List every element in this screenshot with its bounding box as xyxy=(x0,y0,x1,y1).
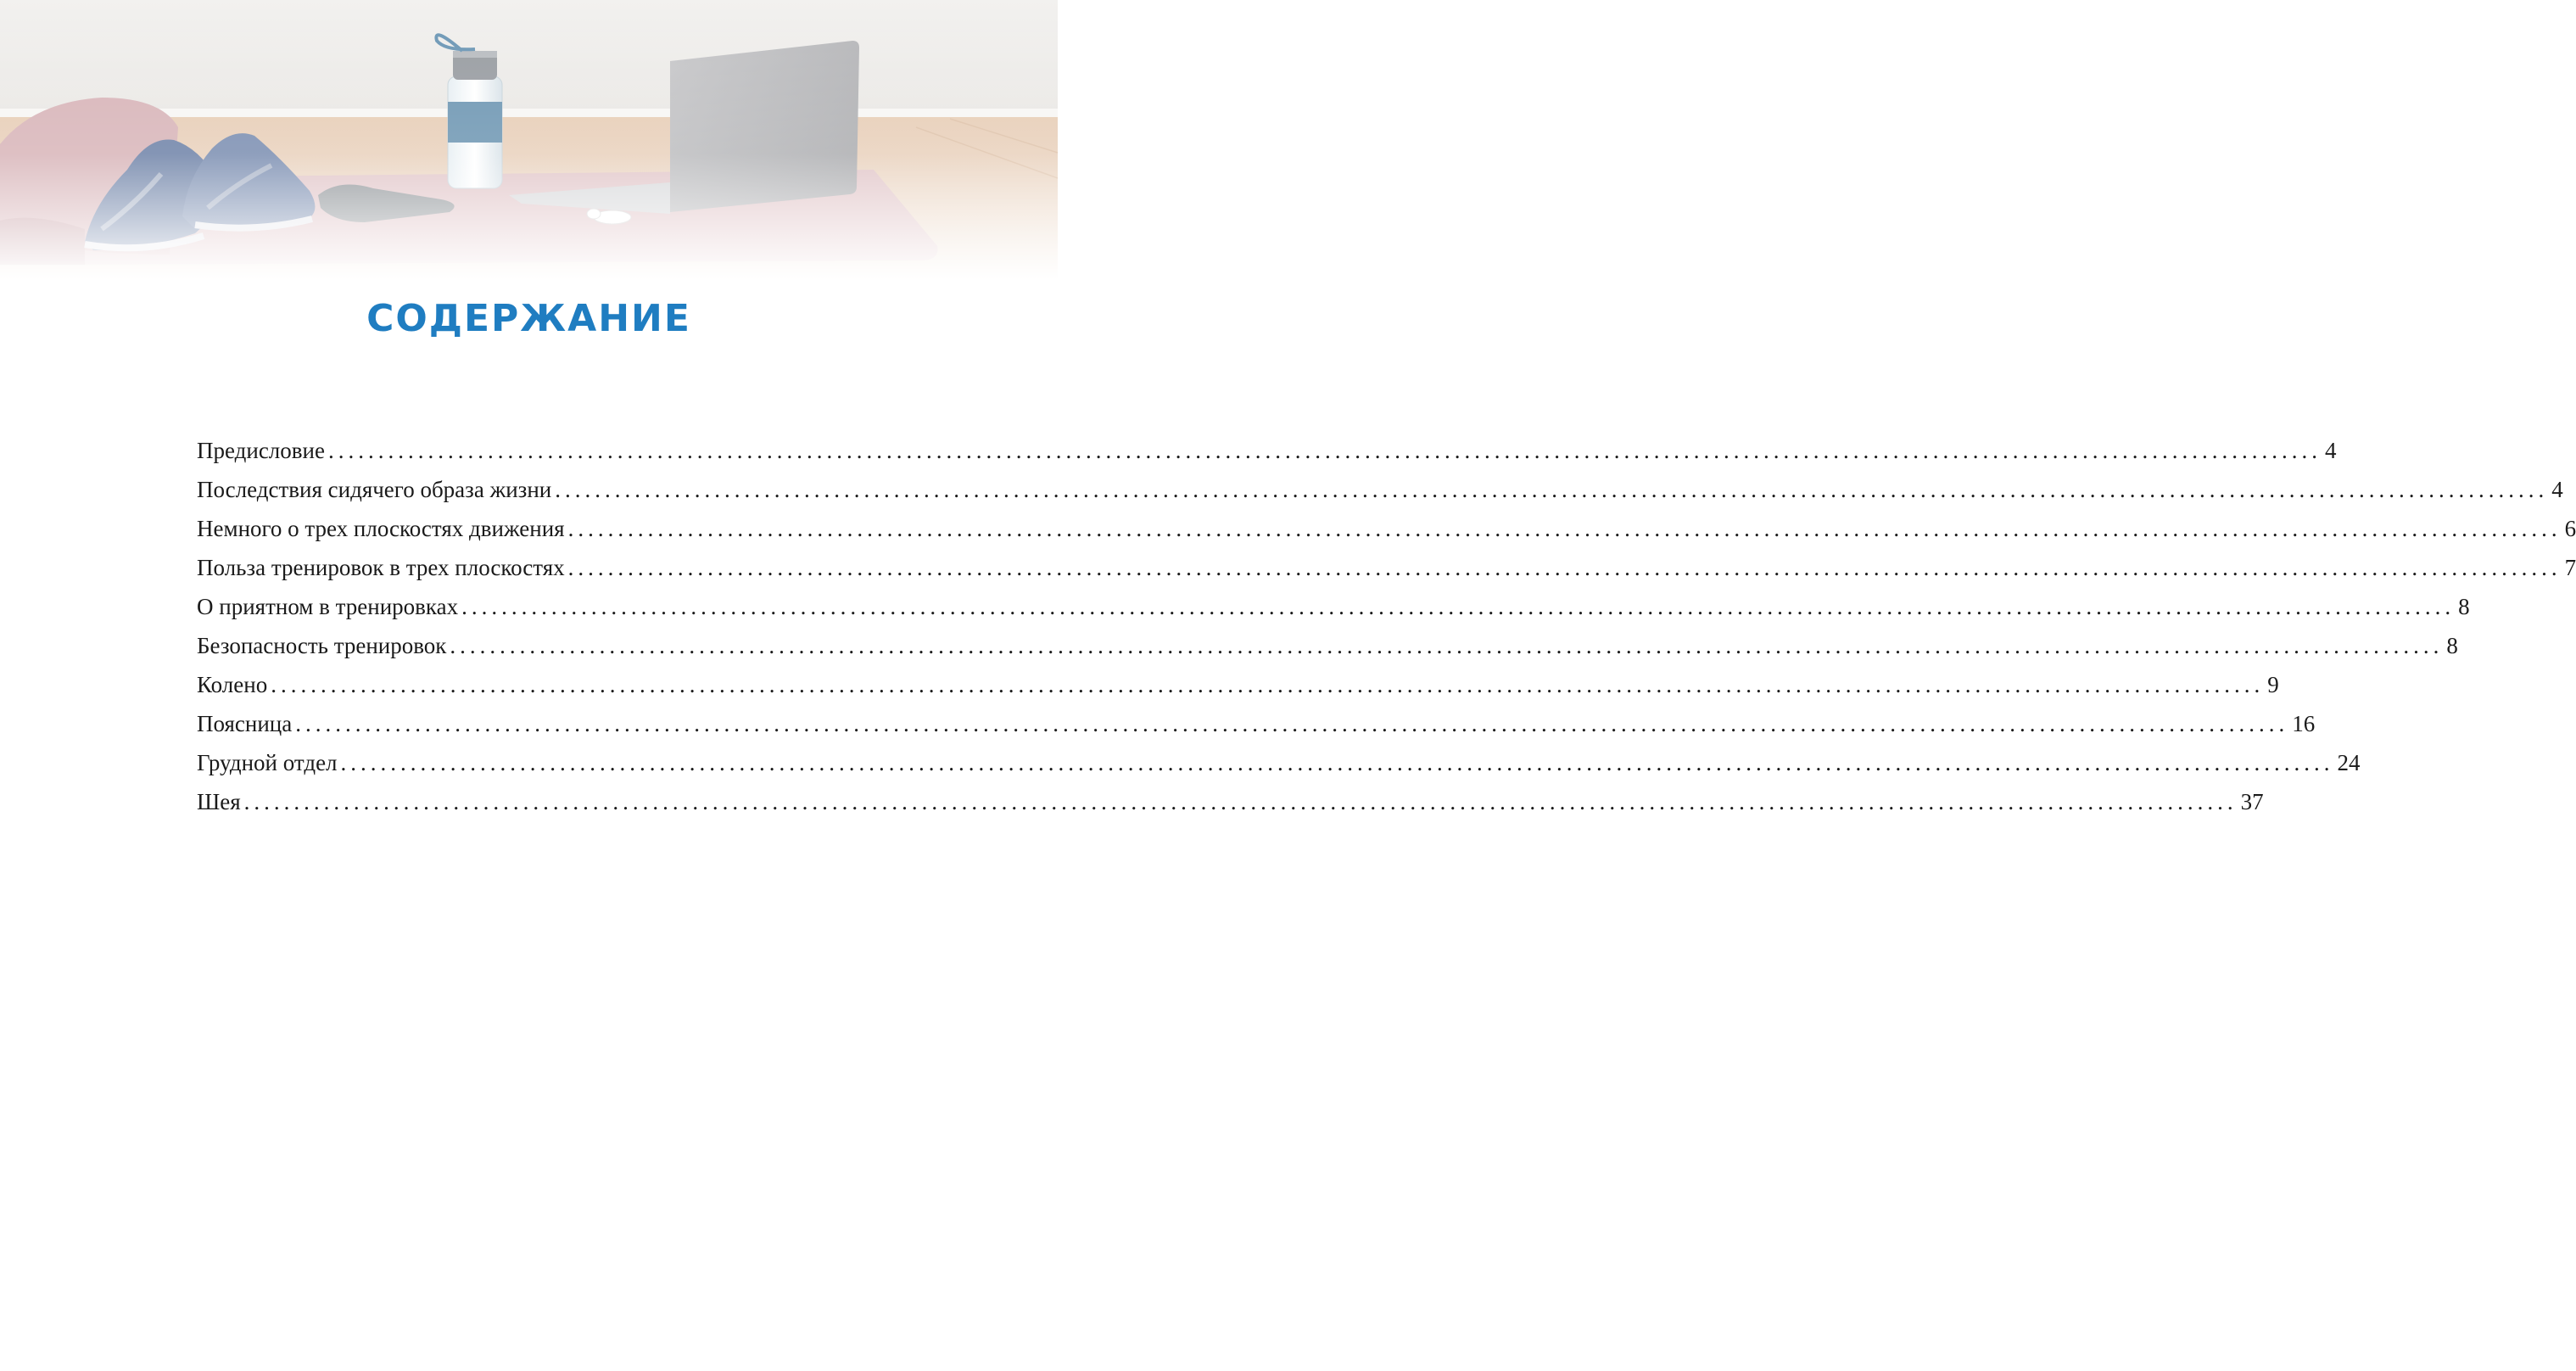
toc-dot-leader: ........................................................................................................................................................................................................ xyxy=(340,750,2334,775)
toc-entry-page-number: 4 xyxy=(2551,477,2563,502)
toc-entry-page-number: 8 xyxy=(2458,594,2470,619)
table-of-contents xyxy=(197,438,2576,828)
toc-entry-title: Немного о трех плоскостях движения xyxy=(197,516,565,541)
page-title: СОДЕРЖАНИЕ xyxy=(366,297,691,340)
toc-dot-leader: ........................................................................................................................................................................................................ xyxy=(555,477,2549,502)
toc-entry-title: О приятном в тренировках xyxy=(197,594,459,619)
toc-entry-title: Шея xyxy=(197,789,241,814)
toc-dot-leader: ........................................................................................................................................................................................................ xyxy=(327,438,2322,463)
toc-entry[interactable] xyxy=(197,594,2470,633)
toc-entry[interactable] xyxy=(197,789,2264,828)
toc-dot-leader: ........................................................................................................................................................................................................ xyxy=(243,789,2238,814)
header-photo xyxy=(0,0,1058,280)
toc-dot-leader: ........................................................................................................................................................................................................ xyxy=(295,711,2289,736)
toc-entry-page-number: 16 xyxy=(2292,711,2316,736)
toc-entry[interactable] xyxy=(197,477,2563,516)
toc-dot-leader: ........................................................................................................................................................................................................ xyxy=(567,555,2562,580)
toc-entry-title: Последствия сидячего образа жизни xyxy=(197,477,552,502)
toc-entry-title: Предисловие xyxy=(197,438,325,463)
toc-entry[interactable] xyxy=(197,672,2279,711)
toc-entry[interactable] xyxy=(197,555,2576,594)
toc-entry[interactable] xyxy=(197,711,2316,750)
toc-dot-leader: ........................................................................................................................................................................................................ xyxy=(450,633,2444,658)
toc-entry[interactable] xyxy=(197,438,2337,477)
toc-dot-leader: ........................................................................................................................................................................................................ xyxy=(567,516,2562,541)
toc-entry-page-number: 37 xyxy=(2240,789,2264,814)
toc-entry-page-number: 24 xyxy=(2337,750,2361,775)
toc-dot-leader: ........................................................................................................................................................................................................ xyxy=(461,594,2456,619)
toc-dot-leader: ........................................................................................................................................................................................................ xyxy=(271,672,2265,697)
toc-entry-title: Колено xyxy=(197,672,268,697)
toc-entry[interactable] xyxy=(197,633,2458,672)
toc-entry-title: Поясница xyxy=(197,711,293,736)
toc-entry-page-number: 7 xyxy=(2564,555,2576,580)
toc-entry-page-number: 6 xyxy=(2564,516,2576,541)
toc-entry-title: Безопасность тренировок xyxy=(197,633,447,658)
toc-entry-page-number: 9 xyxy=(2267,672,2279,697)
toc-entry-page-number: 4 xyxy=(2324,438,2337,463)
workout-scene-illustration xyxy=(0,0,1058,280)
toc-entry-title: Грудной отдел xyxy=(197,750,338,775)
toc-entry-title: Польза тренировок в трех плоскостях xyxy=(197,555,565,580)
toc-entry-page-number: 8 xyxy=(2446,633,2458,658)
toc-entry[interactable] xyxy=(197,516,2576,555)
toc-entry[interactable] xyxy=(197,750,2361,789)
